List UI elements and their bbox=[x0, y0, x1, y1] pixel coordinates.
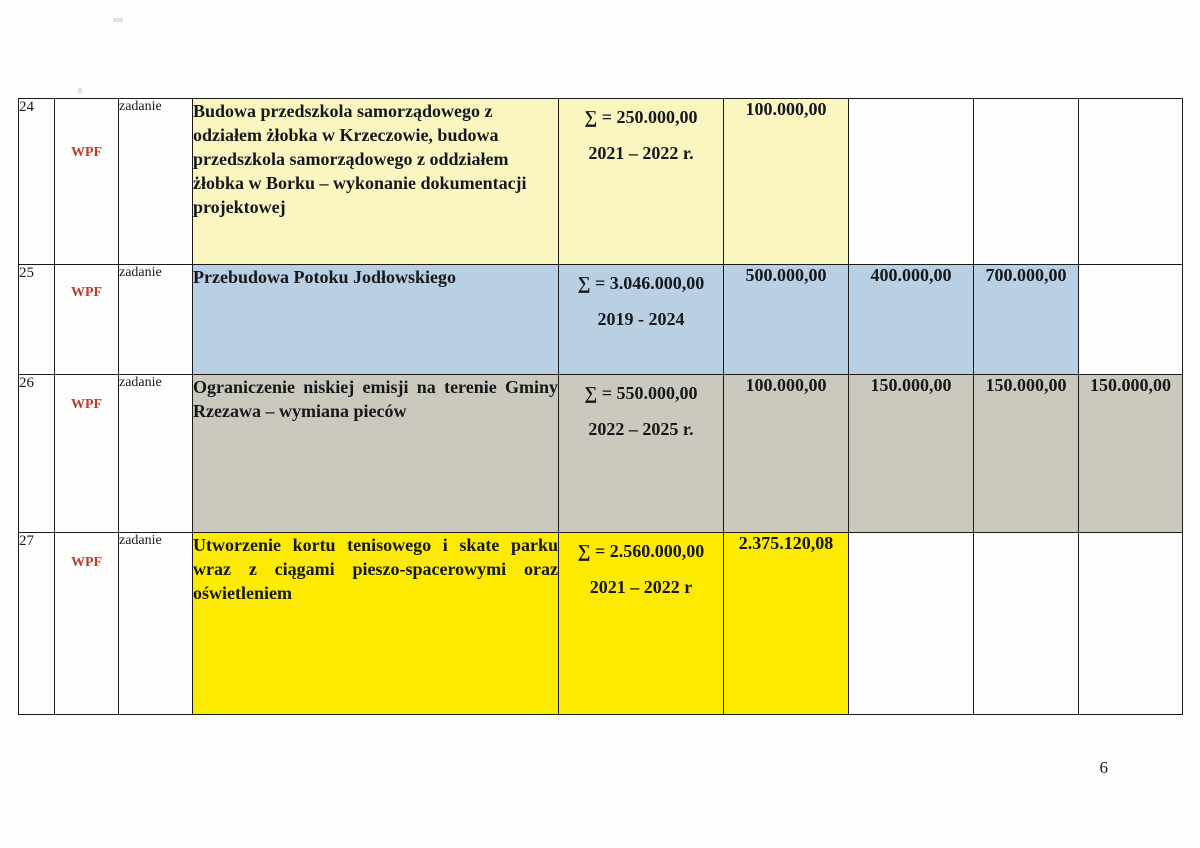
task-sum bbox=[559, 533, 724, 715]
amount-year-3: 700.000,00 bbox=[974, 265, 1079, 375]
task-kind: zadanie bbox=[119, 265, 193, 375]
scan-speck bbox=[78, 88, 82, 93]
wpf-cell bbox=[55, 533, 119, 715]
task-name: Utworzenie kortu tenisowego i skate parku wraz z ciągami pieszo-spacerowymi oraz oświetleniem bbox=[193, 533, 559, 715]
amount-year-1: 500.000,00 bbox=[724, 265, 849, 375]
amount-year-1: 100.000,00 bbox=[724, 375, 849, 533]
wpf-label: WPF bbox=[70, 397, 103, 412]
amount-year-1: 100.000,00 bbox=[724, 99, 849, 265]
task-sum bbox=[559, 375, 724, 533]
amount-year-2 bbox=[849, 533, 974, 715]
task-kind: zadanie bbox=[119, 375, 193, 533]
sum-value: ∑ = 250.000,00 bbox=[584, 107, 698, 127]
sum-years: 2019 - 2024 bbox=[597, 309, 685, 329]
table-row bbox=[19, 375, 1183, 533]
amount-year-4 bbox=[1079, 265, 1183, 375]
page-top-edge bbox=[0, 0, 1200, 5]
row-number: 25 bbox=[19, 265, 55, 375]
wpf-cell bbox=[55, 375, 119, 533]
amount-year-4: 150.000,00 bbox=[1079, 375, 1183, 533]
sum-years: 2022 – 2025 r. bbox=[588, 419, 694, 439]
amount-year-3: 150.000,00 bbox=[974, 375, 1079, 533]
amount-year-2: 400.000,00 bbox=[849, 265, 974, 375]
wpf-cell bbox=[55, 265, 119, 375]
wpf-label: WPF bbox=[70, 145, 103, 160]
row-number: 24 bbox=[19, 99, 55, 265]
sum-value: ∑ = 2.560.000,00 bbox=[577, 541, 705, 561]
amount-year-4 bbox=[1079, 533, 1183, 715]
wpf-label: WPF bbox=[70, 555, 103, 570]
table-row bbox=[19, 533, 1183, 715]
task-name: Przebudowa Potoku Jodłowskiego bbox=[193, 265, 559, 375]
sum-years: 2021 – 2022 r bbox=[589, 577, 693, 597]
scan-speck bbox=[113, 18, 123, 22]
amount-year-1: 2.375.120,08 bbox=[724, 533, 849, 715]
amount-year-3 bbox=[974, 533, 1079, 715]
sum-value: ∑ = 550.000,00 bbox=[584, 383, 698, 403]
task-kind: zadanie bbox=[119, 533, 193, 715]
page-number: 6 bbox=[1099, 758, 1108, 777]
amount-year-4 bbox=[1079, 99, 1183, 265]
amount-year-2: 150.000,00 bbox=[849, 375, 974, 533]
task-kind: zadanie bbox=[119, 99, 193, 265]
sum-value: ∑ = 3.046.000,00 bbox=[577, 273, 705, 293]
table-row bbox=[19, 265, 1183, 375]
amount-year-3 bbox=[974, 99, 1079, 265]
wpf-cell bbox=[55, 99, 119, 265]
budget-table bbox=[18, 98, 1183, 715]
wpf-label: WPF bbox=[70, 285, 103, 300]
table-row bbox=[19, 99, 1183, 265]
task-name: Budowa przedszkola samorządowego z odziałem żłobka w Krzeczowie, budowa przedszkola samorządowego z oddziałem żłobka w Borku – wykonanie dokumentacji projektowej bbox=[193, 99, 559, 265]
row-number: 26 bbox=[19, 375, 55, 533]
task-sum bbox=[559, 99, 724, 265]
row-number: 27 bbox=[19, 533, 55, 715]
task-sum bbox=[559, 265, 724, 375]
sum-years: 2021 – 2022 r. bbox=[588, 143, 694, 163]
task-name: Ograniczenie niskiej emisji na terenie Gminy Rzezawa – wymiana pieców bbox=[193, 375, 559, 533]
budget-table-wrapper bbox=[18, 98, 1182, 715]
amount-year-2 bbox=[849, 99, 974, 265]
